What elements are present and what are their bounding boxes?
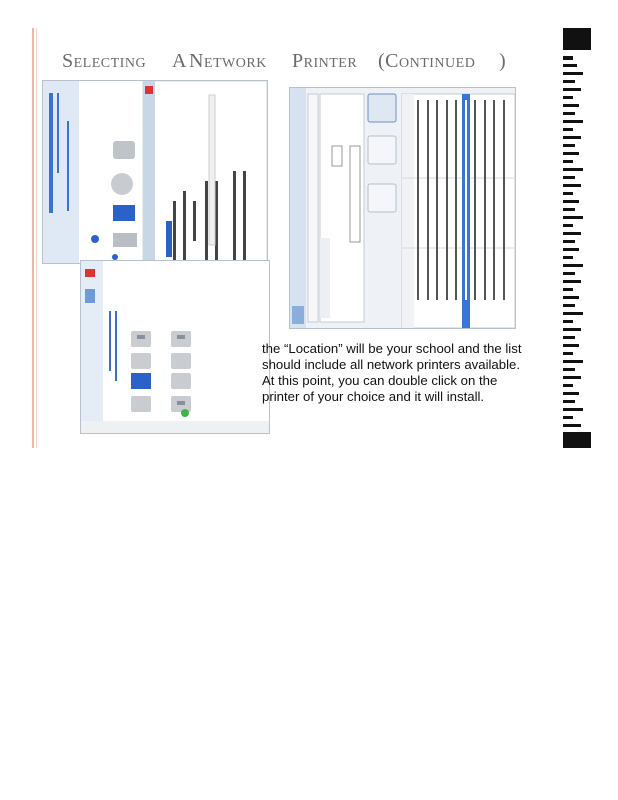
barcode-bar bbox=[563, 216, 583, 219]
barcode-bar bbox=[563, 360, 583, 363]
barcode-bar bbox=[563, 160, 573, 163]
barcode-bar bbox=[563, 240, 575, 243]
barcode-bar bbox=[563, 424, 581, 427]
barcode-bar bbox=[563, 416, 573, 419]
result-row-text-mark bbox=[474, 100, 476, 300]
barcode-bar bbox=[563, 200, 579, 203]
barcode-bar bbox=[563, 400, 575, 403]
barcode-bar bbox=[563, 264, 583, 267]
left-accent-rule bbox=[32, 28, 34, 448]
barcode-bar bbox=[563, 136, 581, 139]
barcode-bar bbox=[563, 208, 575, 211]
add-printer-screenshot bbox=[42, 80, 268, 264]
result-row[interactable] bbox=[452, 94, 460, 328]
barcode-bar bbox=[563, 232, 581, 235]
barcode-bar bbox=[563, 312, 583, 315]
result-row[interactable] bbox=[443, 94, 451, 328]
barcode-bar bbox=[563, 392, 579, 395]
barcode-bar bbox=[563, 64, 577, 67]
barcode-bar bbox=[563, 352, 573, 355]
barcode-bar bbox=[563, 256, 573, 259]
left-accent-rule-secondary bbox=[36, 28, 37, 448]
barcode-bar bbox=[563, 280, 581, 283]
barcode-bar bbox=[563, 192, 573, 195]
barcode-bar bbox=[563, 248, 579, 251]
result-row-text-mark bbox=[427, 100, 429, 300]
result-row-text-mark bbox=[465, 100, 467, 300]
instruction-paragraph: the “Location” will be your school and the list should include all network printers available. At this point, you can double click on the printer of your choice and it will install. bbox=[262, 341, 522, 404]
barcode-bar bbox=[563, 376, 581, 379]
devices-and-printers-screenshot bbox=[80, 260, 270, 434]
barcode-bar bbox=[563, 224, 573, 227]
barcode-bar bbox=[563, 120, 583, 123]
barcode-bar bbox=[563, 28, 591, 50]
result-row[interactable] bbox=[500, 94, 508, 328]
result-row-text-mark bbox=[493, 100, 495, 300]
result-row-text-mark bbox=[484, 100, 486, 300]
barcode-bar bbox=[563, 168, 583, 171]
result-row-text-mark bbox=[503, 100, 505, 300]
barcode-bar bbox=[563, 176, 575, 179]
barcode-bar bbox=[563, 104, 579, 107]
result-row[interactable] bbox=[490, 94, 498, 328]
result-row-text-mark bbox=[436, 100, 438, 300]
title-word-3: NETWORK bbox=[189, 50, 267, 72]
barcode-bar bbox=[563, 432, 591, 448]
result-row-text-mark bbox=[455, 100, 457, 300]
barcode-bar bbox=[563, 152, 579, 155]
barcode-bar bbox=[563, 336, 575, 339]
barcode-bar bbox=[563, 144, 575, 147]
barcode-bar bbox=[563, 344, 579, 347]
barcode-bar bbox=[563, 320, 573, 323]
barcode-bar bbox=[563, 96, 573, 99]
page-title bbox=[62, 50, 512, 72]
results-list bbox=[414, 94, 514, 328]
result-row[interactable] bbox=[481, 94, 489, 328]
result-row[interactable] bbox=[471, 94, 479, 328]
result-row[interactable] bbox=[424, 94, 432, 328]
add-printer-graphic bbox=[43, 81, 267, 263]
title-word-6: ) bbox=[499, 50, 507, 72]
result-row[interactable] bbox=[414, 94, 422, 328]
barcode-bar bbox=[563, 80, 575, 83]
barcode-bar bbox=[563, 296, 579, 299]
barcode-bar bbox=[563, 184, 581, 187]
find-printers-dialog bbox=[289, 87, 516, 329]
barcode-bar bbox=[563, 88, 581, 91]
title-word-1: SELECTING bbox=[62, 50, 147, 72]
title-word-5: (CONTINUED bbox=[378, 50, 476, 72]
barcode-bar bbox=[563, 112, 575, 115]
devices-graphic bbox=[81, 261, 269, 433]
result-row[interactable] bbox=[433, 94, 441, 328]
edge-barcode-strip bbox=[563, 28, 593, 448]
barcode-bar bbox=[563, 56, 573, 60]
barcode-bar bbox=[563, 384, 573, 387]
result-row[interactable] bbox=[462, 94, 470, 328]
barcode-bar bbox=[563, 128, 573, 131]
barcode-bar bbox=[563, 272, 575, 275]
barcode-bar bbox=[563, 408, 583, 411]
barcode-bar bbox=[563, 304, 575, 307]
result-row-text-mark bbox=[417, 100, 419, 300]
barcode-bar bbox=[563, 328, 581, 331]
result-row-text-mark bbox=[446, 100, 448, 300]
barcode-bar bbox=[563, 72, 583, 75]
barcode-bar bbox=[563, 368, 575, 371]
title-word-4: PRINTER bbox=[292, 50, 358, 72]
barcode-bar bbox=[563, 288, 573, 291]
title-word-2: A bbox=[172, 50, 187, 72]
